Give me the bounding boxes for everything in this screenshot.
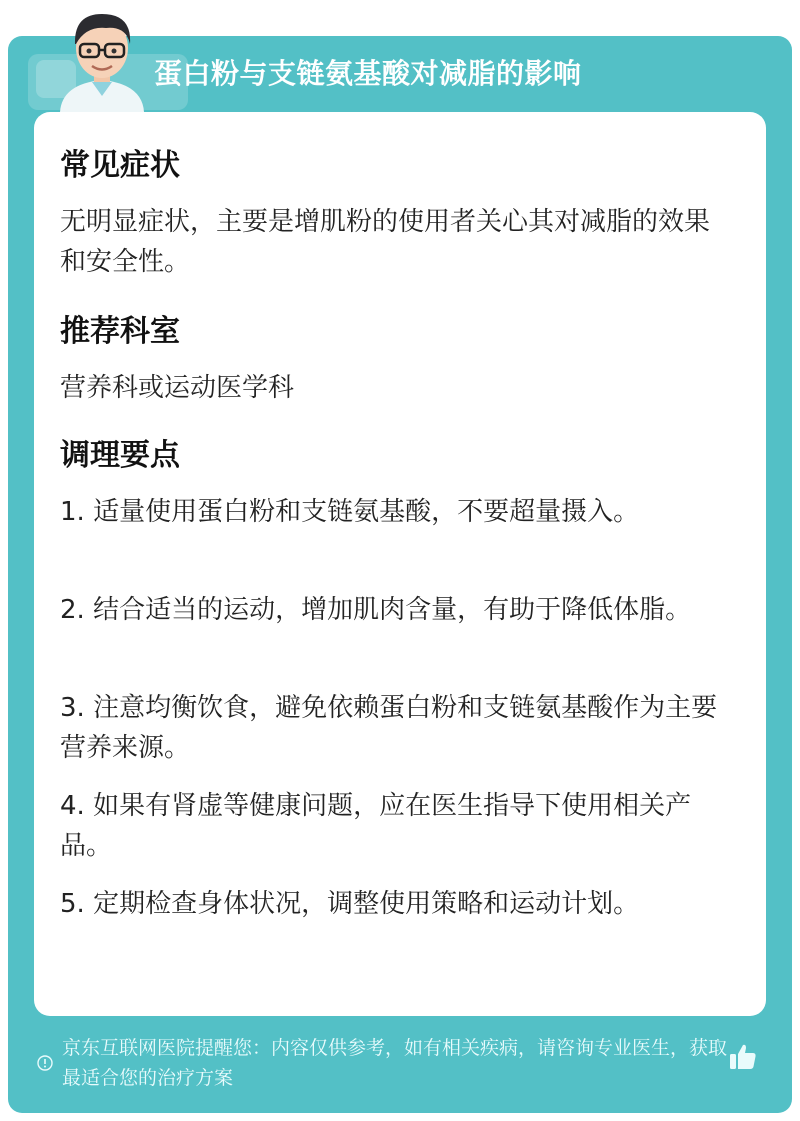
content-card	[34, 112, 766, 1016]
doctor-avatar	[46, 4, 158, 112]
care-point-item: 1. 适量使用蛋白粉和支链氨基酸，不要超量摄入。	[60, 497, 640, 527]
section-title-department: 推荐科室	[60, 314, 180, 349]
section-title-care-points: 调理要点	[60, 438, 180, 473]
symptoms-text: 无明显症状，主要是增肌粉的使用者关心其对减脂的效果和安全性。	[60, 207, 711, 277]
info-circle-icon	[37, 1055, 53, 1071]
page-title: 蛋白粉与支链氨基酸对减脂的影响	[154, 57, 582, 90]
care-point-item: 3. 注意均衡饮食，避免依赖蛋白粉和支链氨基酸作为主要营养来源。	[60, 693, 718, 763]
department-text: 营养科或运动医学科	[60, 373, 295, 403]
care-point-item: 5. 定期检查身体状况，调整使用策略和运动计划。	[60, 889, 640, 919]
care-point-item: 4. 如果有肾虚等健康问题，应在医生指导下使用相关产品。	[60, 791, 692, 861]
thumbs-up-icon[interactable]	[727, 1041, 759, 1073]
care-point-item: 2. 结合适当的运动，增加肌肉含量，有助于降低体脂。	[60, 595, 692, 625]
disclaimer-text: 京东互联网医院提醒您：内容仅供参考，如有相关疾病，请咨询专业医生，获取最适合您的治疗方案	[62, 1037, 728, 1089]
section-title-symptoms: 常见症状	[60, 148, 180, 183]
